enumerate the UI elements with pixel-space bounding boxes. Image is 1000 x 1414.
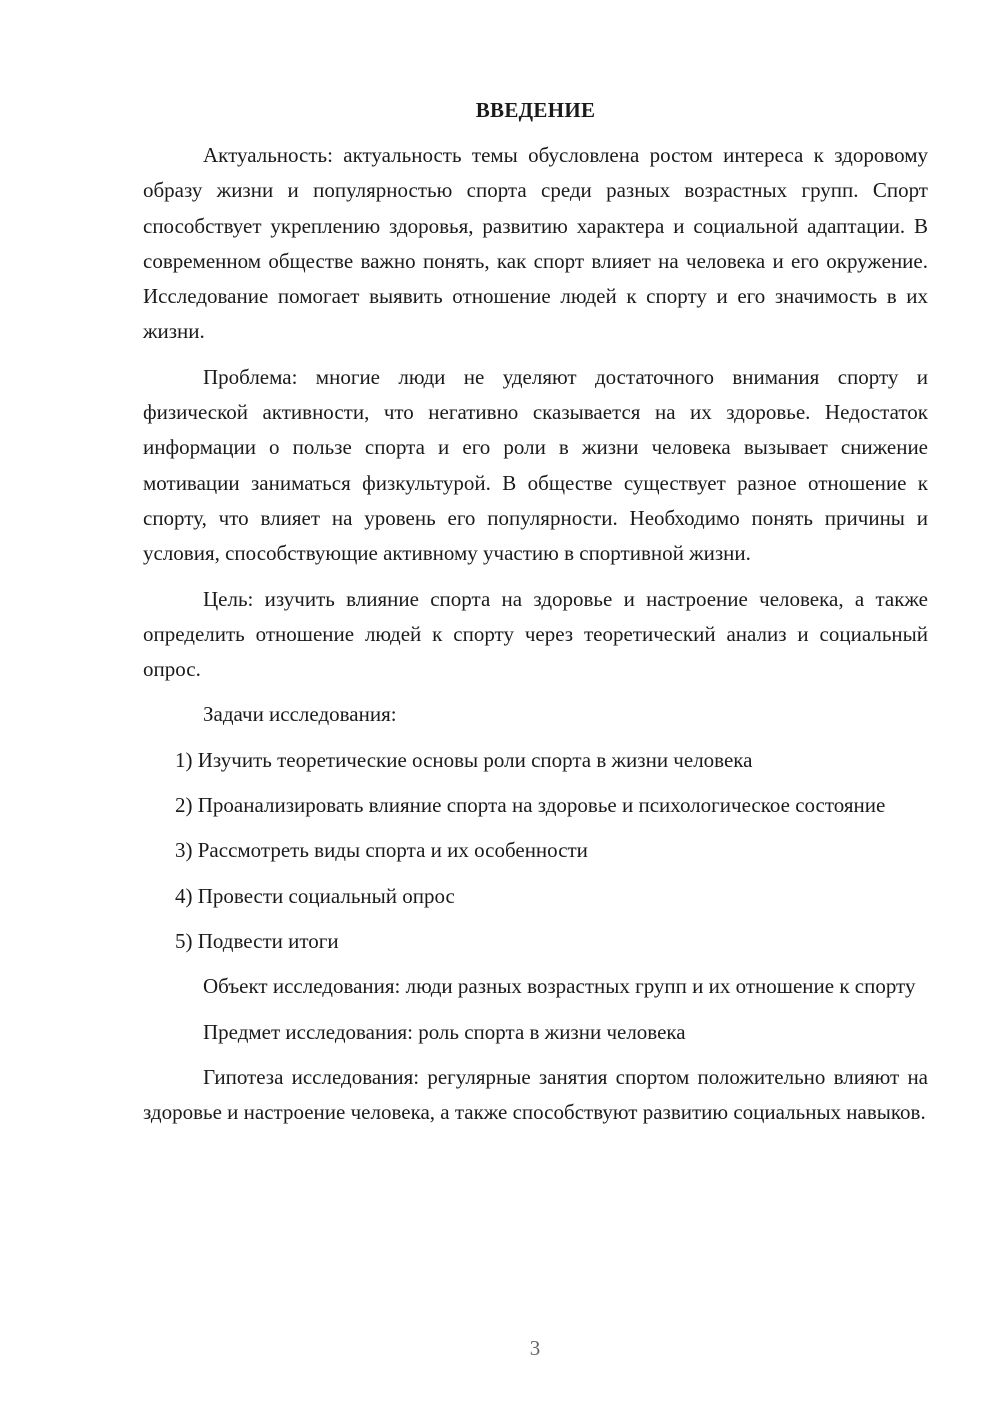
paragraph-goal: Цель: изучить влияние спорта на здоровье и настроение человека, а также определить отношение людей к спорту через теоретический анализ и социальный опрос. (143, 586, 928, 682)
page-number: 3 (529, 1336, 541, 1360)
list-item: 3) Рассмотреть виды спорта и их особенности (175, 838, 588, 863)
paragraph-subject: Предмет исследования: роль спорта в жизни человека (203, 1019, 686, 1044)
list-item: 5) Подвести итоги (175, 928, 339, 953)
document-page (143, 96, 928, 1140)
section-title: ВВЕДЕНИЕ (475, 98, 596, 122)
list-item: 4) Провести социальный опрос (175, 883, 455, 908)
paragraph-hypothesis: Гипотеза исследования: регулярные занятия спортом положительно влияют на здоровье и настроение человека, а также способствуют развитию социальных навыков. (143, 1064, 928, 1125)
list-item: 2) Проанализировать влияние спорта на здоровье и психологическое состояние (175, 793, 886, 818)
paragraph-relevance: Актуальность: актуальность темы обусловлена ростом интереса к здоровому образу жизни и популярностью спорта среди разных возрастных групп. Спорт способствует укреплению здоровья, развитию характера и социальной адаптации. В современном обществе важно понять, как спорт влияет на человека и его окружение. Исследование помогает выявить отношение людей к спорту и его значимость в их жизни. (143, 143, 928, 344)
tasks-list (143, 743, 928, 959)
list-item: 1) Изучить теоретические основы роли спорта в жизни человека (175, 747, 753, 772)
paragraph-object: Объект исследования: люди разных возрастных групп и их отношение к спорту (203, 974, 916, 999)
paragraph-tasks-heading: Задачи исследования: (203, 702, 397, 727)
paragraph-problem: Проблема: многие люди не уделяют достаточного внимания спорту и физической активности, что негативно сказывается на их здоровье. Недостаток информации о пользе спорта и его роли в жизни человека вызывает снижение мотивации заниматься физкультурой. В обществе существует разное отношение к спорту, что влияет на уровень его популярности. Необходимо понять причины и условия, способствующие активному участию в спортивной жизни. (143, 364, 928, 566)
